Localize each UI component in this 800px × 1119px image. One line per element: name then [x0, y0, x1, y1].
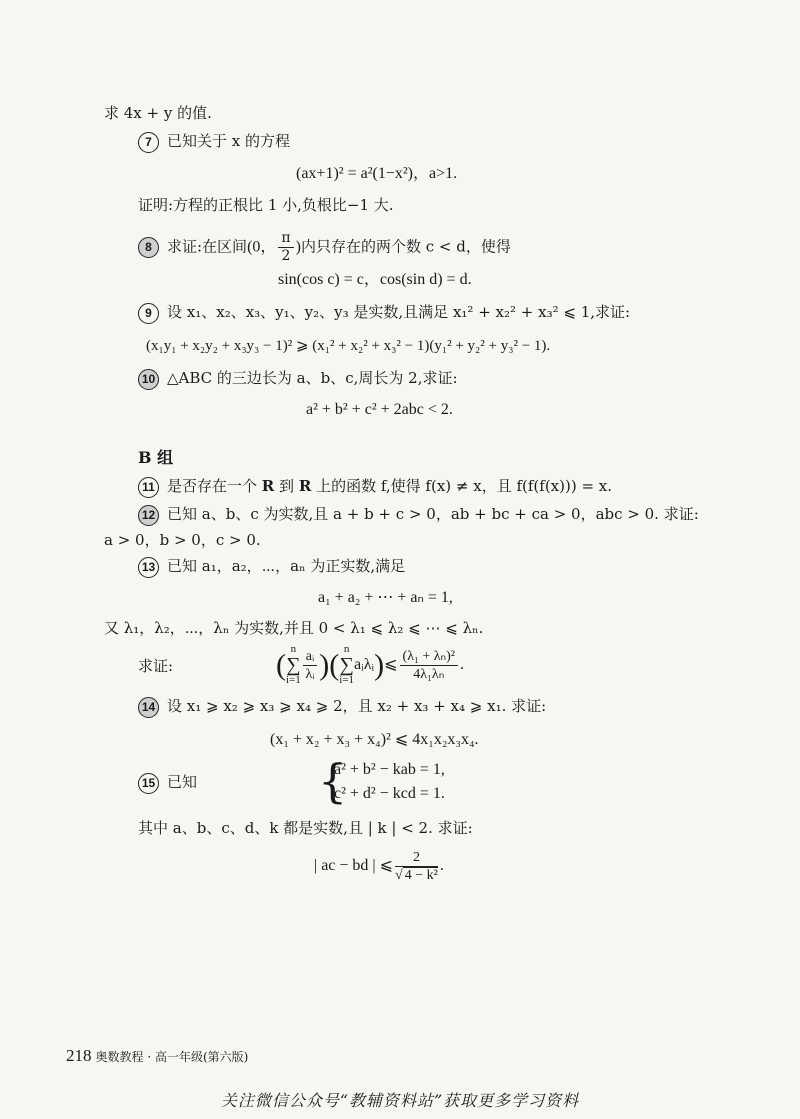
- problem-12-text: 已知 a、b、c 为实数,且 a + b + c > 0，ab + bc + ca > 0，abc > 0. 求证:: [167, 505, 699, 523]
- period: .: [439, 857, 444, 874]
- sum-bottom: i=1: [286, 674, 301, 687]
- problem-13-text: 已知 a₁，a₂，⋯，aₙ 为正实数,满足: [167, 557, 406, 575]
- problem-8-text-b: 内只存在的两个数 c < d，使得: [300, 237, 511, 256]
- set-r: R: [298, 477, 312, 495]
- problem-11-text-c: 上的函数 f,使得 f(x) ≠ x，且 f(f(f(x))) = x.: [316, 477, 613, 495]
- sum-bottom: i=1: [339, 674, 355, 687]
- system-brace: {: [318, 754, 348, 808]
- problem-number: 7: [138, 132, 159, 153]
- problem-11-text-a: 是否存在一个: [167, 477, 258, 495]
- interval-open: (0，: [247, 238, 277, 256]
- problem-13: [138, 556, 405, 578]
- problem-15-line2: 其中 a、b、c、d、k 都是实数,且 | k | < 2. 求证:: [138, 819, 473, 837]
- sum-top: n: [343, 643, 350, 656]
- a-lambda-term: aᵢλᵢ: [354, 656, 375, 673]
- interval-close: ): [295, 238, 301, 256]
- problem-number: 9: [138, 303, 159, 324]
- problem-15-text: 已知: [167, 773, 198, 791]
- paren-left: (: [276, 648, 286, 682]
- set-r: R: [261, 477, 275, 495]
- frac-den: 2: [281, 248, 291, 264]
- problem-13-equation: a₁ + a₂ + ⋯ + aₙ = 1,: [318, 589, 453, 606]
- problem-number: 10: [138, 369, 159, 390]
- problem-7-equation: (ax+1)² = a²(1−x²)，a>1.: [296, 165, 458, 182]
- problem-13-inequality: [276, 642, 464, 688]
- frac-num: (λ₁ + λₙ)²: [400, 648, 458, 666]
- sum: [286, 644, 301, 686]
- sum-symbol: ∑: [339, 654, 354, 677]
- problem-11-text-b: 到: [279, 477, 295, 495]
- problem-number: 8: [138, 237, 159, 258]
- frac-num: aᵢ: [303, 648, 318, 666]
- problem-number: 14: [138, 697, 159, 718]
- paren-right: ): [319, 648, 330, 682]
- leq-sign: ⩽: [384, 656, 398, 673]
- frac-num: 2: [395, 849, 438, 867]
- sum: [339, 644, 354, 686]
- system-equation-2: c² + d² − kcd = 1.: [334, 785, 445, 802]
- page-number: 218: [66, 1046, 92, 1065]
- problem-10-equation: a² + b² + c² + 2abc < 2.: [306, 401, 453, 418]
- problem-9: [138, 302, 630, 324]
- sum-symbol: ∑: [286, 654, 301, 677]
- radicand: 4 − k²: [404, 867, 438, 883]
- frac-num: π: [278, 230, 293, 248]
- sqrt-sign: √: [395, 867, 403, 883]
- problem-number: 15: [138, 773, 159, 794]
- paren-left: (: [329, 648, 340, 682]
- problem-number: 11: [138, 477, 159, 498]
- book-title: 奥数教程 · 高一年级(第六版): [95, 1050, 249, 1064]
- problem-12-line2: a > 0，b > 0，c > 0.: [104, 531, 261, 549]
- sum-top: n: [290, 643, 297, 656]
- problem-number: 12: [138, 505, 159, 526]
- frac-den: λᵢ: [305, 666, 315, 682]
- problem-10-text: △ABC 的三边长为 a、b、c,周长为 2,求证:: [167, 369, 458, 387]
- problem-7-text: 已知关于 x 的方程: [167, 132, 290, 150]
- frac-den: [395, 867, 438, 884]
- fraction-a-over-lambda: [303, 648, 318, 683]
- watermark-text: 关注微信公众号“教辅资料站”获取更多学习资料: [220, 1091, 580, 1110]
- problem-14: [138, 696, 546, 718]
- problem-9-equation: (x₁y₁ + x₂y₂ + x₃y₃ − 1)² ⩾ (x₁² + x₂² + x₃² − 1)(y₁² + y₂² + y₃² − 1).: [146, 338, 551, 354]
- problem-14-text: 设 x₁ ⩾ x₂ ⩾ x₃ ⩾ x₄ ⩾ 2，且 x₂ + x₃ + x₄ ⩾ x₁. 求证:: [167, 697, 547, 715]
- fraction-bound: [395, 849, 438, 884]
- problem-12: [138, 504, 699, 526]
- problem-6-tail: 求 4x + y 的值.: [104, 104, 212, 122]
- group-b-heading: B 组: [138, 448, 174, 467]
- problem-10: [138, 368, 458, 390]
- frac-den: 4λ₁λₙ: [413, 666, 445, 682]
- problem-13-line2: 又 λ₁，λ₂，⋯，λₙ 为实数,并且 0 < λ₁ ⩽ λ₂ ⩽ ⋯ ⩽ λₙ.: [104, 619, 484, 637]
- problem-15-inequality: [314, 845, 444, 887]
- paren-right: ): [374, 648, 385, 682]
- problem-8-equation: sin(cos c) = c，cos(sin d) = d.: [278, 271, 472, 288]
- problem-8-text-a: 求证:在区间: [167, 237, 248, 256]
- pi-over-two: [278, 230, 293, 265]
- problem-11: [138, 476, 612, 498]
- page-footer: [66, 1046, 248, 1066]
- fraction-bound: [400, 648, 458, 683]
- problem-15: [138, 772, 197, 794]
- problem-number: 13: [138, 557, 159, 578]
- problem-8: [138, 230, 511, 265]
- problem-7-proof: 证明:方程的正根比 1 小,负根比−1 大.: [138, 196, 394, 214]
- problem-13-prove: 求证:: [138, 657, 174, 675]
- system-equation-1: a² + b² − kab = 1,: [334, 761, 445, 778]
- problem-14-equation: (x₁ + x₂ + x₃ + x₄)² ⩽ 4x₁x₂x₃x₄.: [270, 731, 479, 748]
- lhs: | ac − bd | ⩽: [314, 857, 394, 874]
- problem-9-text: 设 x₁、x₂、x₃、y₁、y₂、y₃ 是实数,且满足 x₁² + x₂² + x₃² ⩽ 1,求证:: [167, 303, 631, 321]
- period: .: [460, 656, 464, 673]
- problem-7: [138, 131, 290, 153]
